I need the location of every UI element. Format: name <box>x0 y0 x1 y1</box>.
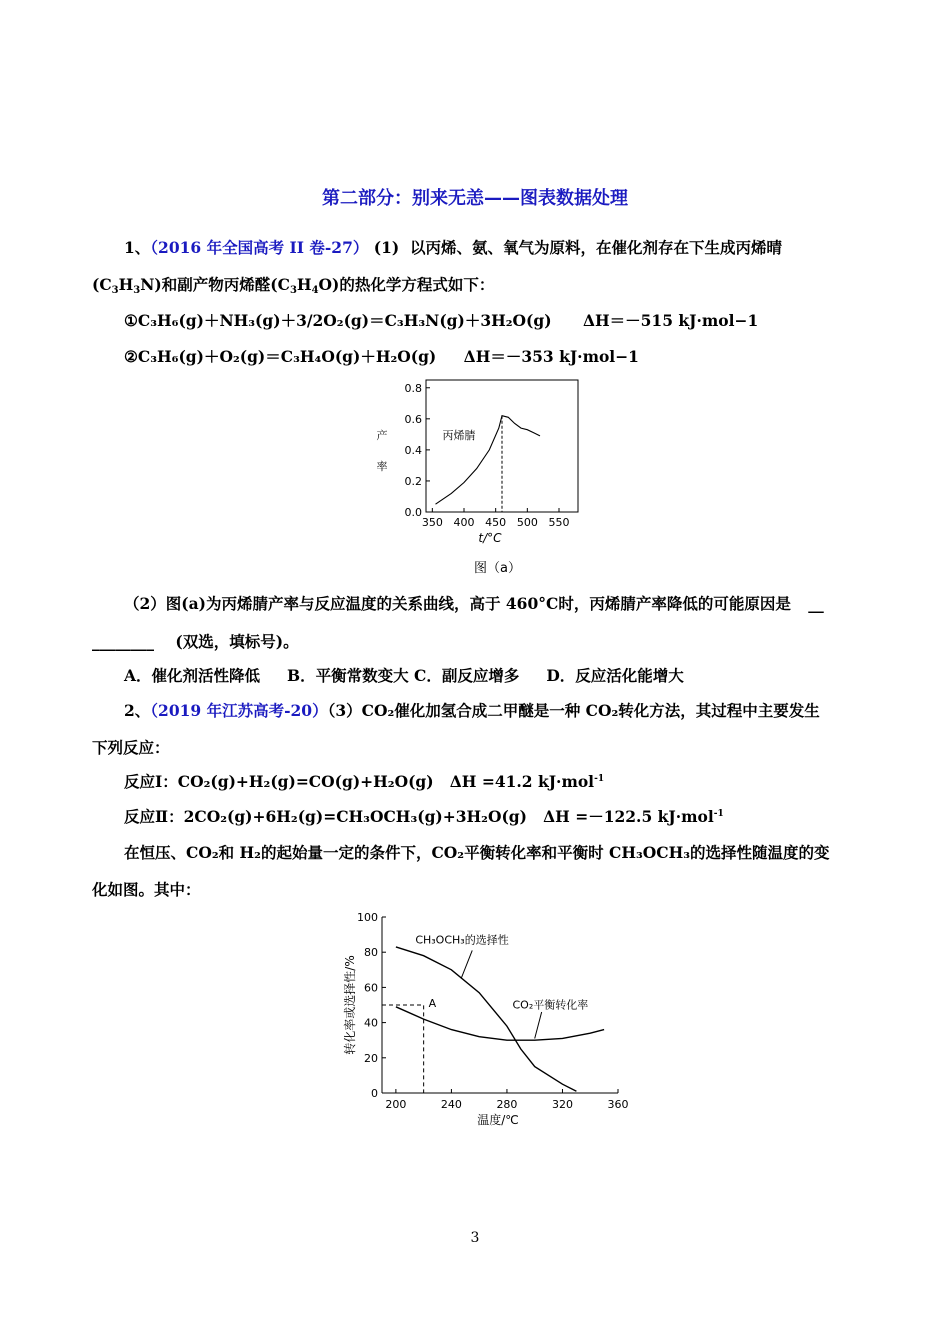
y-tick-label: 0.6 <box>404 412 422 426</box>
page-number: 3 <box>470 1230 480 1246</box>
x-tick-label: 240 <box>440 1098 462 1111</box>
q2-reaction2 <box>124 805 724 827</box>
q1-eq1-line <box>124 309 758 331</box>
q1-part2-line2 <box>92 630 299 652</box>
curve-label: 丙烯腈 <box>442 429 476 443</box>
y-tick-label: 60 <box>364 981 378 995</box>
point-label: A <box>428 997 437 1010</box>
y-tick-label: 100 <box>357 911 378 924</box>
q1-intro-b-5: O)的热化学方程式如下： <box>318 275 495 294</box>
y-tick-label: 40 <box>364 1016 378 1030</box>
q1-eq2-line <box>124 345 639 367</box>
q1-sub: 3 <box>111 285 119 296</box>
q2-source: （2019 年江苏高考-20） <box>150 701 328 720</box>
q1-part2-line <box>124 592 824 614</box>
y-axis-label: 转化率或选择性/% <box>343 955 357 1055</box>
x-tick-label: 200 <box>385 1098 407 1111</box>
q2-line1 <box>124 699 820 721</box>
chart-a <box>360 372 600 552</box>
x-tick-label: 400 <box>453 516 475 529</box>
series-leader <box>535 1012 542 1038</box>
q1-sub: 3 <box>133 285 141 296</box>
q1-intro-b-3: N)和副产物丙烯醛(C <box>140 275 290 294</box>
x-tick-label: 550 <box>548 516 570 529</box>
y-tick-label: 0.2 <box>404 474 422 488</box>
y-tick-label: 0.8 <box>404 381 422 395</box>
q2-intro-a: （3）CO₂催化加氢合成二甲醚是一种 CO₂转化方法，其过程中主要发生 <box>327 701 820 720</box>
q2-condition-b: 化如图。其中： <box>92 880 201 899</box>
y-axis-label: 率 <box>376 460 388 473</box>
x-tick-label: 450 <box>485 516 507 529</box>
q1-line2 <box>92 273 494 296</box>
q2-reaction1 <box>124 770 604 792</box>
q1-source: （2016 年全国高考 II 卷-27） <box>150 238 369 257</box>
q1-eq1: ①C₃H₆(g)＋NH₃(g)＋3/2O₂(g)＝C₃H₃N(g)＋3H₂O(g) <box>124 311 552 330</box>
q1-sub: 3 <box>289 285 297 296</box>
q2-condition-a: 在恒压、CO₂和 H₂的起始量一定的条件下，CO₂平衡转化率和平衡时 CH₃OCH₃的选择性随温度的变 <box>124 843 830 862</box>
q1-eq2-dh: ΔH＝－353 kJ·mol−1 <box>463 347 639 366</box>
q2-r2-label: 反应Ⅱ： <box>124 807 184 826</box>
q1-eq1-dh: ΔH＝－515 kJ·mol−1 <box>582 311 759 330</box>
q2-r2-sup: -1 <box>713 809 724 819</box>
x-axis-label: t/°C <box>478 531 502 545</box>
series-leader <box>461 950 472 978</box>
y-tick-label: 0 <box>371 1087 378 1100</box>
figure-a-caption: 图（a） <box>474 561 521 576</box>
x-tick-label: 500 <box>516 516 538 529</box>
conversion-curve <box>396 1007 604 1040</box>
q1-intro-b-2: H <box>118 275 134 294</box>
series-label: CH₃OCH₃的选择性 <box>415 933 509 947</box>
x-tick-label: 350 <box>421 516 443 529</box>
x-tick-label: 320 <box>551 1098 573 1111</box>
series-label: CO₂平衡转化率 <box>512 998 589 1012</box>
q1-sub: 4 <box>311 285 319 296</box>
q1-options: A．催化剂活性降低 B．平衡常数变大 C．副反应增多 D．反应活化能增大 <box>124 666 684 685</box>
q2-r1: CO₂(g)+H₂(g)=CO(g)+H₂O(g) ΔH =41.2 kJ·mol <box>177 772 595 791</box>
q1-part2-text: （2）图(a)为丙烯腈产率与反应温度的关系曲线，高于 460°C时，丙烯腈产率降低的可能原因是 <box>124 594 791 613</box>
q1-intro-a: 以丙烯、氨、氧气为原料，在催化剂存在下生成丙烯晴 <box>410 238 783 257</box>
y-tick-label: 0.0 <box>404 506 422 519</box>
q2-intro-b: 下列反应： <box>92 738 170 757</box>
q1-line1 <box>124 236 782 258</box>
chart-b <box>340 905 640 1130</box>
q1-number: 1、 <box>124 238 151 257</box>
y-tick-label: 20 <box>364 1051 378 1065</box>
dashed-point-guide <box>382 1005 424 1093</box>
q2-r2: 2CO₂(g)+6H₂(g)=CH₃OCH₃(g)+3H₂O(g) ΔH =－122.5 kJ·mol <box>183 807 714 826</box>
q1-eq2: ②C₃H₆(g)＋O₂(g)＝C₃H₄O(g)＋H₂O(g) <box>124 347 437 366</box>
q1-blank-b: ________ <box>92 632 154 651</box>
y-tick-label: 0.4 <box>404 443 422 457</box>
q1-intro-b-1: (C <box>92 275 112 294</box>
x-tick-label: 280 <box>496 1098 518 1111</box>
q1-intro-b-4: H <box>296 275 312 294</box>
q2-r1-label: 反应Ⅰ： <box>124 772 178 791</box>
q2-number: 2、 <box>124 701 151 720</box>
page-title: 第二部分：别来无恙——图表数据处理 <box>322 188 628 209</box>
q1-blank-a: __ <box>808 594 824 613</box>
x-axis-label: 温度/℃ <box>477 1113 519 1127</box>
x-tick-label: 360 <box>607 1098 629 1111</box>
q1-part2-suffix: (双选，填标号)。 <box>175 632 299 651</box>
y-axis-label: 产 <box>376 429 388 442</box>
q1-part1-label: (1) <box>373 238 400 257</box>
y-tick-label: 80 <box>364 946 378 960</box>
q2-r1-sup: -1 <box>594 774 605 784</box>
